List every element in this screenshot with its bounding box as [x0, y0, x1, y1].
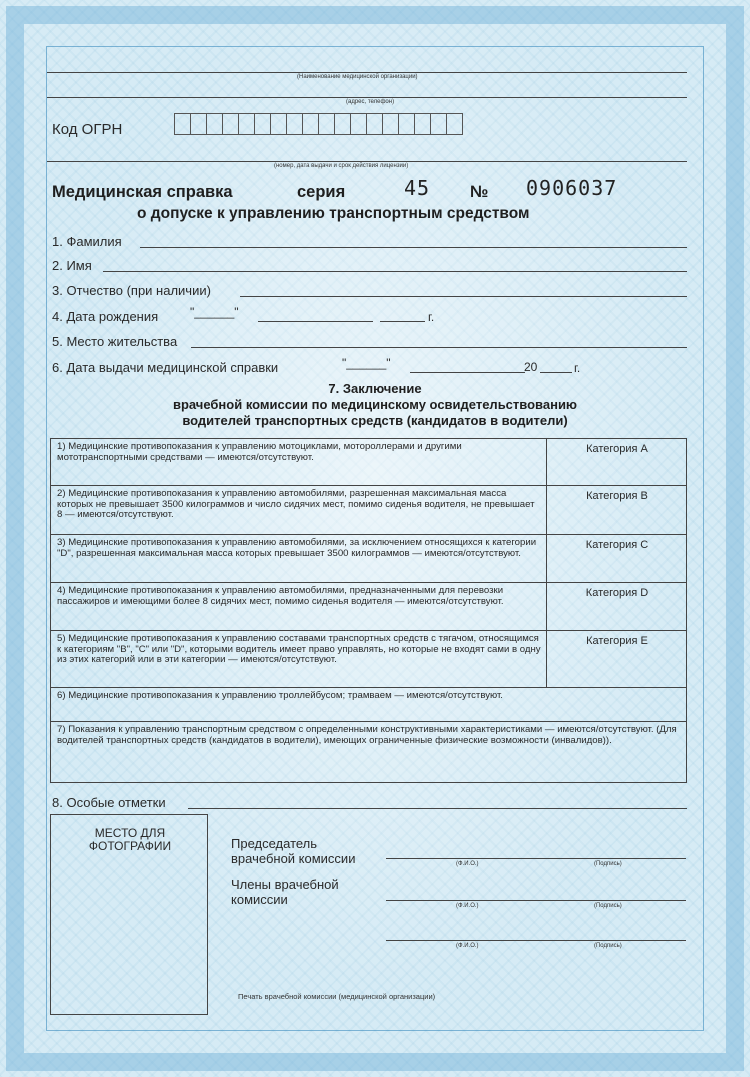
certificate-number: 0906037: [526, 176, 618, 200]
member-2-sign-caption: (Подпись): [594, 943, 622, 949]
members-label: Члены врачебной комиссии: [231, 877, 339, 907]
issue-date-label: 6. Дата выдачи медицинской справки: [52, 360, 279, 375]
table-row: [51, 688, 687, 722]
chairman-fio-caption: (Ф.И.О.): [456, 861, 479, 867]
patronymic-label: 3. Отчество (при наличии): [52, 283, 211, 298]
patronymic-line[interactable]: [240, 296, 687, 297]
category-a-text: 1) Медицинские противопоказания к управлению мотоциклами, мотороллерами и другими мототранспортными средствами — имеются/отсутствуют.: [51, 439, 547, 486]
categories-table: [50, 438, 687, 783]
table-row: [51, 439, 687, 486]
issue-year-prefix: 20: [524, 360, 538, 374]
member-2-sign-line[interactable]: [386, 940, 686, 941]
birth-year-line[interactable]: [380, 321, 425, 322]
trolleybus-text: 6) Медицинские противопоказания к управлению троллейбусом; трамваем — имеются/отсутствуют.: [51, 688, 687, 722]
license-line: [47, 161, 687, 162]
photo-label: МЕСТО ДЛЯ ФОТОГРАФИИ: [88, 826, 172, 853]
ogrn-cells: [174, 113, 462, 135]
table-row: [51, 631, 687, 688]
category-b-label: Категория В: [547, 486, 687, 535]
indications-text: 7) Показания к управлению транспортным средством с определенными конструктивными характеристиками — имеются/отсутствуют. (Для водителей транспортных средств (кандидатов в водители), имеющих ограниченные физические возможности (инвалидов)).: [51, 722, 687, 783]
member-1-sign-caption: (Подпись): [594, 903, 622, 909]
license-caption: (номер, дата выдачи и срок действия лицензии): [274, 163, 409, 169]
stamp-caption: Печать врачебной комиссии (медицинской организации): [238, 992, 436, 1001]
address-caption: (адрес, телефон): [346, 99, 395, 105]
chairman-sign-caption: (Подпись): [594, 861, 622, 867]
series-label: серия: [297, 183, 346, 201]
table-row: [51, 535, 687, 583]
name-label: 2. Имя: [52, 258, 92, 273]
birth-year-suffix: г.: [428, 310, 435, 324]
conclusion-line-2: водителей транспортных средств (кандидатов в водители): [182, 413, 568, 428]
issue-day-field[interactable]: "______": [342, 356, 391, 370]
issue-year-line[interactable]: [540, 372, 572, 373]
table-row: [51, 722, 687, 783]
name-line[interactable]: [103, 271, 687, 272]
residence-line[interactable]: [191, 347, 687, 348]
birth-date-label: 4. Дата рождения: [52, 309, 159, 324]
birth-day-field[interactable]: "______": [190, 305, 239, 319]
special-notes-line[interactable]: [188, 808, 687, 809]
photo-box: [50, 814, 208, 1015]
number-sign: №: [470, 183, 489, 201]
category-b-text: 2) Медицинские противопоказания к управлению автомобилями, разрешенная максимальная масса которых не превышает 3500 килограммов и число сидячих мест, помимо сиденья водителя, не превышает 8 — имеются/отсутствуют.: [51, 486, 547, 535]
category-e-label: Категория Е: [547, 631, 687, 688]
category-d-text: 4) Медицинские противопоказания к управлению автомобилями, предназначенными для перевозки пассажиров и имеющими более 8 сидячих мест, помимо сиденья водителя — имеются/отсутствуют.: [51, 583, 547, 631]
residence-label: 5. Место жительства: [52, 334, 178, 349]
org-name-line: [47, 72, 687, 73]
table-row: [51, 583, 687, 631]
address-line: [47, 97, 687, 98]
member-1-fio-caption: (Ф.И.О.): [456, 903, 479, 909]
surname-label: 1. Фамилия: [52, 234, 122, 249]
chairman-sign-line[interactable]: [386, 858, 686, 859]
category-c-label: Категория С: [547, 535, 687, 583]
surname-line[interactable]: [140, 247, 687, 248]
special-notes-label: 8. Особые отметки: [52, 795, 166, 810]
series-value: 45: [404, 176, 431, 200]
category-a-label: Категория А: [547, 439, 687, 486]
category-e-text: 5) Медицинские противопоказания к управлению составами транспортных средств с тягачом, относящимся к категориям "В", "С" или "D", которыми водитель имеет право управлять, но которые не входят сами в одну из этих категорий или в эти категории — имеются/отсутствуют.: [51, 631, 547, 688]
conclusion-heading: 7. Заключение: [328, 381, 422, 396]
table-row: [51, 486, 687, 535]
conclusion-line-1: врачебной комиссии по медицинскому освидетельствованию: [172, 397, 578, 412]
issue-month-line[interactable]: [410, 372, 525, 373]
document-subtitle: о допуске к управлению транспортным средством: [137, 205, 530, 222]
document-title: Медицинская справка: [52, 183, 233, 201]
category-c-text: 3) Медицинские противопоказания к управлению автомобилями, за исключением относящихся к категории "D", разрешенная максимальная масса которых превышает 3500 килограммов — имеются/отсутствуют.: [51, 535, 547, 583]
chairman-label: Председатель врачебной комиссии: [231, 836, 356, 866]
birth-month-line[interactable]: [258, 321, 373, 322]
org-caption: (Наименование медицинской организации): [297, 74, 418, 80]
category-d-label: Категория D: [547, 583, 687, 631]
ogrn-label: Код ОГРН: [52, 121, 123, 138]
issue-year-suffix: г.: [574, 361, 581, 375]
member-1-sign-line[interactable]: [386, 900, 686, 901]
member-2-fio-caption: (Ф.И.О.): [456, 943, 479, 949]
